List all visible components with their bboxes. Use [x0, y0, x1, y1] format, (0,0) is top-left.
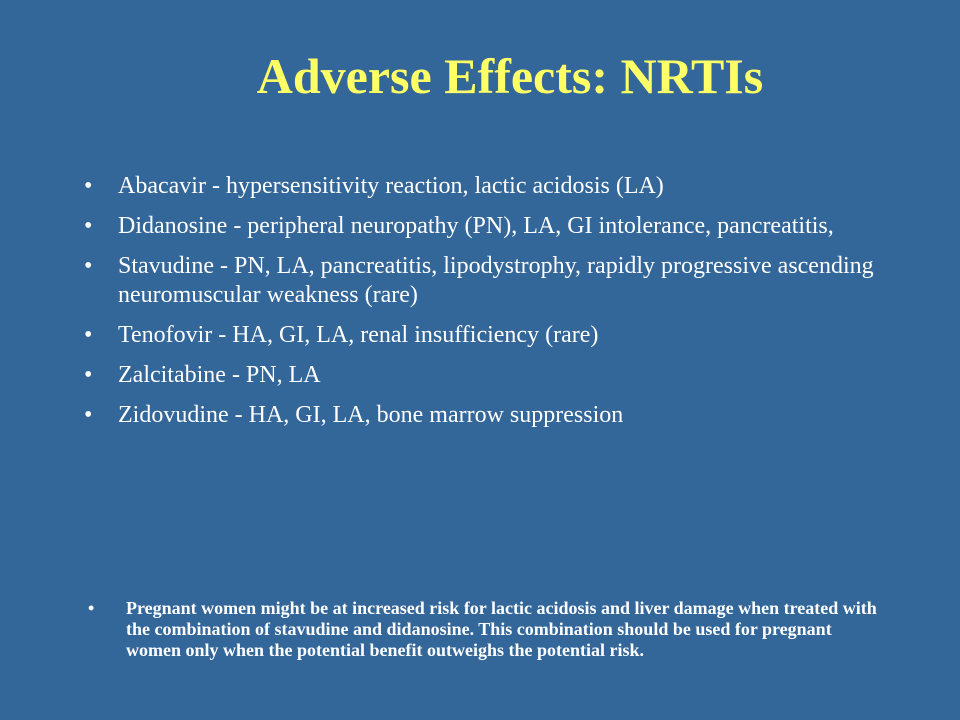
bullet-icon: •: [84, 322, 93, 348]
bullet-icon: •: [84, 362, 93, 388]
bullet-item-stavudine: [78, 252, 898, 310]
note-text: Pregnant women might be at increased risk for lactic acidosis and liver damage when treated with the combination of stavudine and didanosine. This combination should be used for pregnant women only when the potential benefit outweighs the potential risk.: [126, 598, 877, 660]
bullet-list: [78, 172, 898, 441]
bullet-text: Didanosine - peripheral neuropathy (PN), LA, GI intolerance, pancreatitis,: [118, 213, 834, 239]
bullet-item-zidovudine: [78, 401, 898, 430]
bullet-text: Tenofovir - HA, GI, LA, renal insufficiency (rare): [118, 322, 599, 348]
note-item: [88, 598, 888, 661]
bullet-icon: •: [84, 173, 93, 199]
bullet-icon: •: [84, 213, 93, 239]
pregnancy-note: [88, 598, 888, 661]
bullet-icon: •: [84, 402, 93, 428]
bullet-item-tenofovir: [78, 321, 898, 350]
bullet-item-abacavir: [78, 172, 898, 201]
bullet-item-zalcitabine: [78, 361, 898, 390]
bullet-text: Zidovudine - HA, GI, LA, bone marrow suppression: [118, 402, 624, 428]
slide-title: Adverse Effects: NRTIs: [256, 48, 764, 104]
bullet-text: Zalcitabine - PN, LA: [118, 362, 321, 388]
bullet-item-didanosine: [78, 212, 898, 241]
bullet-icon: •: [88, 598, 95, 618]
bullet-icon: •: [84, 253, 93, 279]
bullet-text: Abacavir - hypersensitivity reaction, lactic acidosis (LA): [118, 173, 664, 199]
bullet-text: Stavudine - PN, LA, pancreatitis, lipodystrophy, rapidly progressive ascending neuromuscular weakness (rare): [118, 253, 874, 308]
